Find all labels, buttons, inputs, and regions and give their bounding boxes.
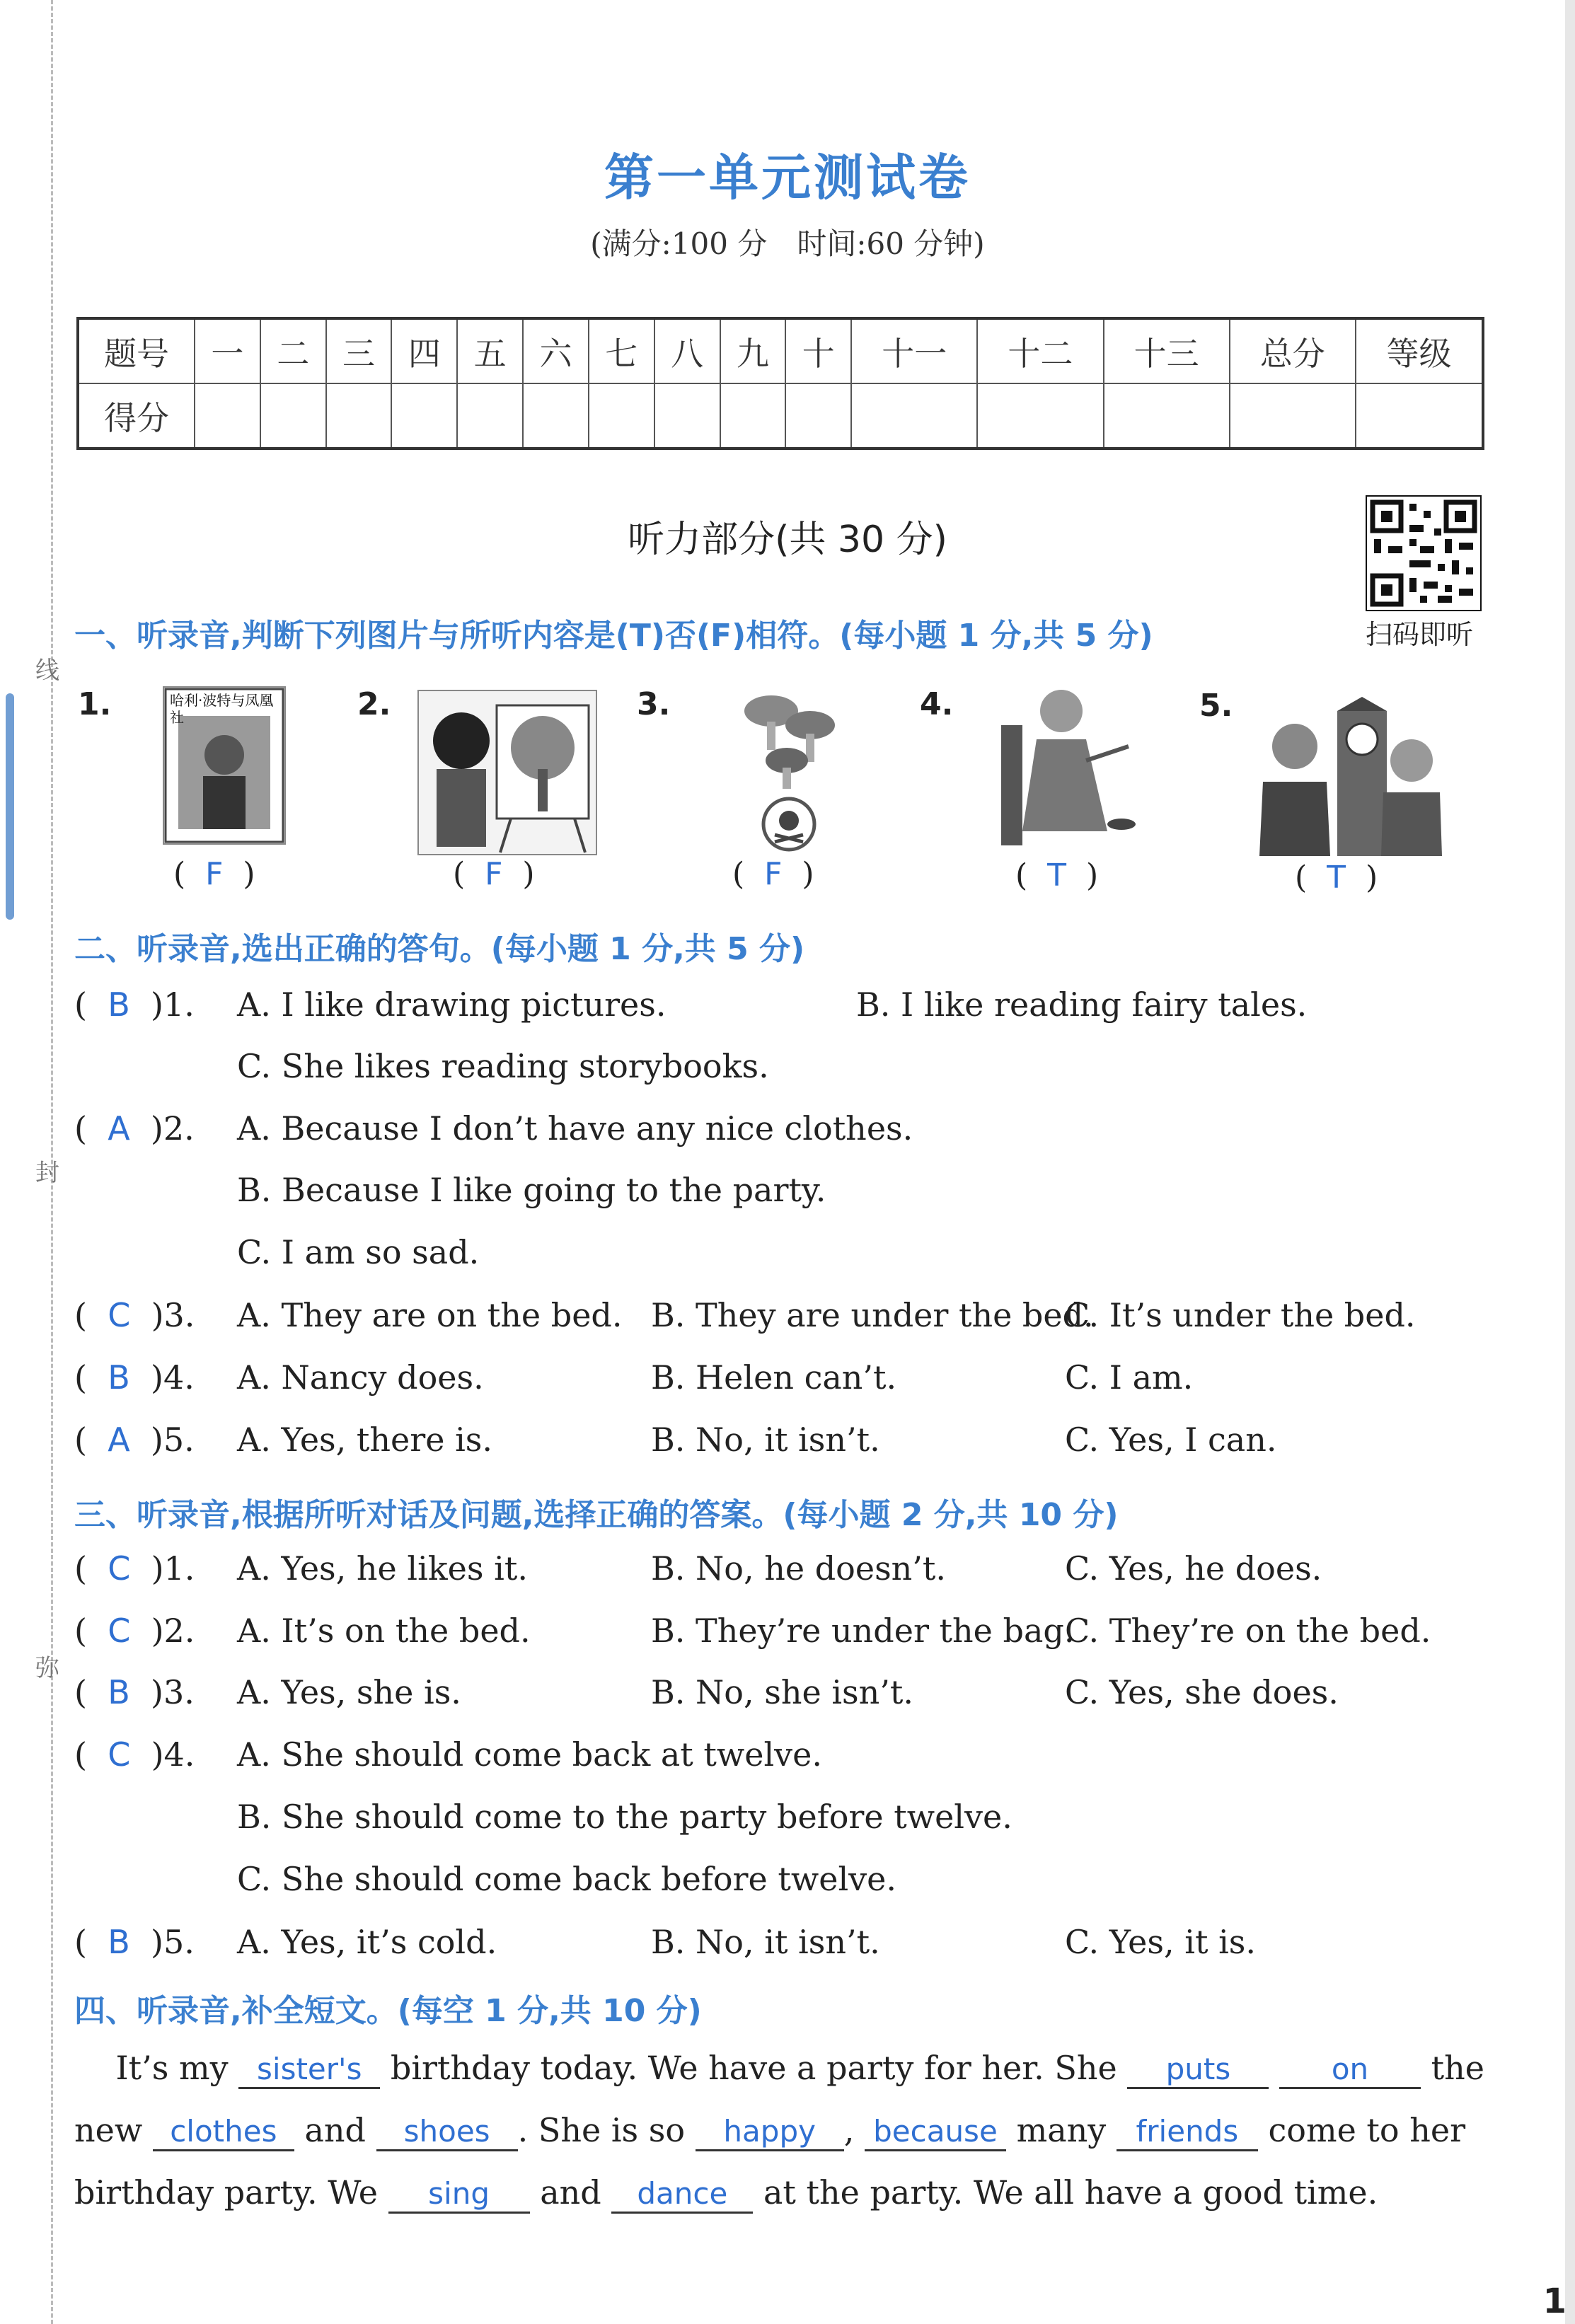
binding-char-line: 线 — [35, 657, 59, 685]
question-number: 1. — [163, 1549, 195, 1588]
option-c: C. Yes, I can. — [1065, 1421, 1277, 1459]
score-cell[interactable] — [195, 383, 260, 449]
answer-value: B — [108, 1673, 130, 1711]
answer-value: F — [485, 856, 503, 892]
cloze-text: . She is so — [517, 2111, 686, 2149]
cinderella-icon — [987, 683, 1150, 852]
cloze-text: and — [540, 2173, 601, 2212]
cloze-text: It’s my — [115, 2049, 229, 2087]
option-c: C. Yes, it is. — [1065, 1923, 1257, 1961]
painting-icon — [419, 691, 596, 854]
option-b: B. Because I like going to the party. — [237, 1171, 826, 1209]
cloze-text: many — [1016, 2111, 1107, 2149]
option-c: C. It’s under the bed. — [1065, 1296, 1416, 1334]
score-table-col: 十 — [785, 318, 851, 383]
option-c: C. They’re on the bed. — [1065, 1612, 1431, 1650]
answer-value: B — [108, 1358, 130, 1397]
binding-char-close: 弥 — [35, 1654, 59, 1682]
answer-slot: ( B )4. — [74, 1358, 195, 1397]
cloze-blank-7[interactable]: because — [865, 2114, 1006, 2151]
page-edge — [1565, 0, 1575, 2324]
option-c: C. I am. — [1065, 1358, 1194, 1397]
cloze-text: the — [1431, 2049, 1484, 2087]
cloze-line-3 — [74, 2173, 1489, 2214]
section-3-heading: 三、听录音,根据所听对话及问题,选择正确的答案。(每小题 2 分,共 10 分) — [74, 1497, 1119, 1533]
score-table-col: 十三 — [1104, 318, 1230, 383]
option-a: A. They are on the bed. — [237, 1296, 623, 1334]
cloze-text: birthday party. We — [74, 2173, 378, 2212]
answer-value: B — [108, 1923, 130, 1961]
section-4-heading: 四、听录音,补全短文。(每空 1 分,共 10 分) — [74, 1993, 702, 2029]
binding-char-seal: 封 — [35, 1159, 59, 1187]
score-cell[interactable] — [654, 383, 720, 449]
option-b: B. No, he doesn’t. — [651, 1549, 947, 1588]
answer-value: T — [1327, 860, 1346, 896]
score-table-score-row — [78, 383, 1483, 449]
score-table-header-row — [78, 318, 1483, 383]
score-table-col: 四 — [391, 318, 457, 383]
listening-section-header: 听力部分(共 30 分) — [628, 519, 947, 561]
cloze-blank-8[interactable]: friends — [1117, 2114, 1258, 2151]
cloze-text: and — [304, 2111, 366, 2149]
cloze-blank-5[interactable]: shoes — [376, 2114, 518, 2151]
option-a: A. Because I don’t have any nice clothes. — [237, 1109, 913, 1147]
question-number: 3. — [163, 1673, 195, 1711]
cloze-blank-3[interactable]: on — [1279, 2052, 1421, 2089]
score-cell[interactable] — [1356, 383, 1483, 449]
cloze-text: birthday today. We have a party for her. She — [390, 2049, 1117, 2087]
cloze-line-1 — [74, 2049, 1489, 2089]
score-cell[interactable] — [326, 383, 392, 449]
option-a: A. Yes, it’s cold. — [237, 1923, 497, 1961]
answer-slot-3: ( F ) — [732, 856, 814, 892]
question-number: 4. — [163, 1358, 195, 1397]
answer-value: A — [108, 1109, 130, 1147]
answer-slot: ( C )4. — [74, 1735, 195, 1774]
question-number: 3. — [163, 1296, 195, 1334]
pic-number: 3. — [637, 686, 671, 722]
option-a: A. Yes, he likes it. — [237, 1549, 528, 1588]
cloze-text: new — [74, 2111, 143, 2149]
score-cell[interactable] — [457, 383, 523, 449]
score-table-col: 二 — [260, 318, 326, 383]
option-b: B. She should come to the party before twelve. — [237, 1798, 1012, 1836]
page-number: 1 — [1542, 2282, 1567, 2321]
section-2-heading: 二、听录音,选出正确的答句。(每小题 1 分,共 5 分) — [74, 931, 805, 967]
book-cover-picture — [163, 686, 286, 845]
answer-value: T — [1047, 857, 1067, 894]
option-c: C. Yes, he does. — [1065, 1549, 1322, 1588]
cloze-text: , — [843, 2111, 855, 2149]
score-table-col: 一 — [195, 318, 260, 383]
answer-slot-5: ( T ) — [1295, 860, 1378, 896]
answer-slot: ( A )5. — [74, 1421, 195, 1459]
clock-tower-icon — [1252, 697, 1443, 856]
cloze-blank-1[interactable]: sister's — [238, 2052, 380, 2089]
score-cell[interactable] — [785, 383, 851, 449]
option-a: A. She should come back at twelve. — [237, 1735, 822, 1774]
answer-value: C — [108, 1296, 131, 1334]
answer-value: A — [108, 1421, 130, 1459]
answer-slot: ( C )1. — [74, 1549, 195, 1588]
answer-slot-2: ( F ) — [453, 856, 535, 892]
option-b: B. I like reading fairy tales. — [856, 985, 1308, 1024]
section-1-heading: 一、听录音,判断下列图片与所听内容是(T)否(F)相符。(每小题 1 分,共 5 分) — [74, 618, 1153, 654]
pic-number: 2. — [357, 686, 391, 722]
score-table — [76, 317, 1484, 450]
mushroom-icon — [736, 683, 842, 852]
score-table-col: 六 — [523, 318, 589, 383]
mushroom-picture — [736, 683, 842, 852]
question-number: 4. — [163, 1735, 195, 1774]
score-table-col: 九 — [720, 318, 786, 383]
cloze-text: come to her — [1268, 2111, 1466, 2149]
answer-slot: ( B )5. — [74, 1923, 195, 1961]
side-decoration — [6, 693, 14, 920]
score-cell[interactable] — [260, 383, 326, 449]
prince-clock-picture — [1252, 697, 1443, 856]
question-number: 1. — [163, 985, 195, 1024]
qr-caption: 扫码即听 — [1366, 619, 1474, 650]
option-b: B. Helen can’t. — [651, 1358, 897, 1397]
answer-value: C — [108, 1735, 131, 1774]
score-table-row-label: 题号 — [78, 318, 195, 383]
cloze-line-2 — [74, 2111, 1489, 2151]
option-a: A. Nancy does. — [237, 1358, 484, 1397]
book-title: 哈利·波特与凤凰社 — [170, 692, 274, 726]
score-cell[interactable] — [977, 383, 1103, 449]
score-cell[interactable] — [589, 383, 654, 449]
question-number: 5. — [163, 1421, 195, 1459]
pic-number: 1. — [78, 686, 112, 722]
girl-painting-picture — [417, 690, 597, 855]
answer-value: C — [108, 1612, 131, 1650]
option-c: C. Yes, she does. — [1065, 1673, 1339, 1711]
cloze-blank-10[interactable]: dance — [611, 2176, 753, 2214]
answer-value: F — [205, 856, 224, 892]
option-b: B. No, she isn’t. — [651, 1673, 913, 1711]
page-title: 第一单元测试卷 — [604, 148, 971, 207]
cloze-blank-4[interactable]: clothes — [153, 2114, 294, 2151]
score-table-col: 等级 — [1356, 318, 1483, 383]
score-table-col: 五 — [457, 318, 523, 383]
score-table-col: 三 — [326, 318, 392, 383]
cloze-blank-2[interactable]: puts — [1127, 2052, 1269, 2089]
option-c: C. She should come back before twelve. — [237, 1860, 897, 1898]
score-cell[interactable] — [1104, 383, 1230, 449]
qr-code-graphic — [1367, 497, 1480, 610]
answer-slot-1: ( F ) — [173, 856, 255, 892]
option-b: B. No, it isn’t. — [651, 1421, 880, 1459]
cloze-blank-9[interactable]: sing — [388, 2176, 530, 2214]
answer-value: F — [764, 856, 783, 892]
qr-code-icon[interactable] — [1366, 495, 1482, 611]
cloze-text: at the party. We all have a good time. — [763, 2173, 1378, 2212]
score-cell[interactable] — [523, 383, 589, 449]
score-cell[interactable] — [851, 383, 977, 449]
score-cell[interactable] — [720, 383, 786, 449]
option-a: A. I like drawing pictures. — [237, 985, 667, 1024]
option-b: B. They’re under the bag. — [651, 1612, 1075, 1650]
option-c: C. She likes reading storybooks. — [237, 1047, 769, 1085]
page-subtitle: (满分:100 分 时间:60 分钟) — [590, 226, 985, 261]
cinderella-picture — [987, 683, 1150, 852]
answer-slot: ( C )2. — [74, 1612, 195, 1650]
score-table-col: 总分 — [1230, 318, 1356, 383]
question-number: 2. — [163, 1109, 195, 1147]
score-cell[interactable] — [391, 383, 457, 449]
cloze-blank-6[interactable]: happy — [696, 2114, 844, 2151]
score-table-col: 十一 — [851, 318, 977, 383]
pic-number: 5. — [1199, 688, 1233, 724]
answer-slot: ( A )2. — [74, 1109, 195, 1147]
option-b: B. They are under the bed. — [651, 1296, 1094, 1334]
answer-slot: ( B )1. — [74, 985, 195, 1024]
answer-slot: ( B )3. — [74, 1673, 195, 1711]
pic-number: 4. — [920, 686, 954, 722]
score-table-row-label: 得分 — [78, 383, 195, 449]
answer-slot: ( C )3. — [74, 1296, 195, 1334]
question-number: 5. — [163, 1923, 195, 1961]
option-a: A. Yes, there is. — [237, 1421, 493, 1459]
answer-slot-4: ( T ) — [1015, 857, 1099, 894]
answer-value: C — [108, 1549, 131, 1588]
answer-value: B — [108, 985, 130, 1024]
score-table-col: 七 — [589, 318, 654, 383]
option-a: A. Yes, she is. — [237, 1673, 461, 1711]
option-a: A. It’s on the bed. — [237, 1612, 531, 1650]
option-c: C. I am so sad. — [237, 1233, 480, 1271]
question-number: 2. — [163, 1612, 195, 1650]
score-table-col: 八 — [654, 318, 720, 383]
score-cell[interactable] — [1230, 383, 1356, 449]
option-b: B. No, it isn’t. — [651, 1923, 880, 1961]
score-table-col: 十二 — [977, 318, 1103, 383]
